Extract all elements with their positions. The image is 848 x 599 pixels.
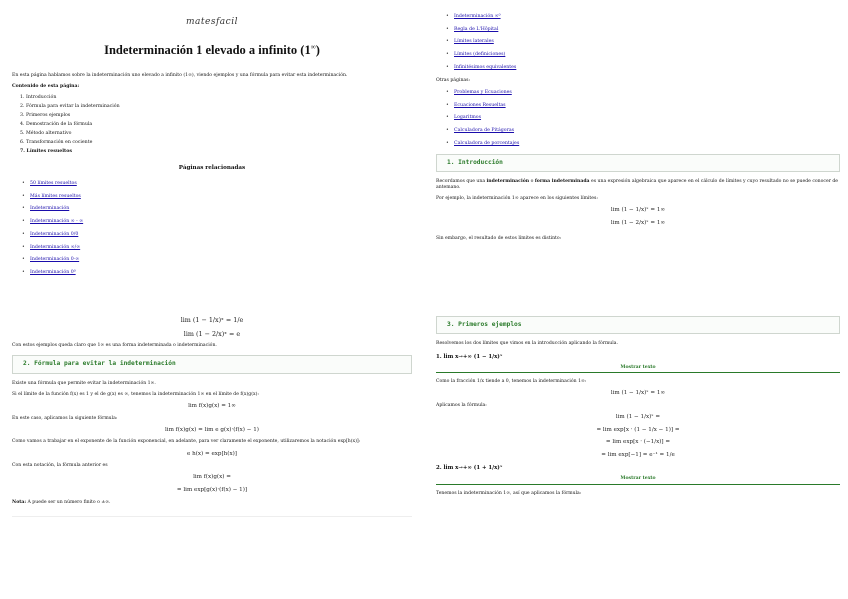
site-logo[interactable]: matesfacil bbox=[186, 17, 238, 27]
show-text-button[interactable]: Mostrar texto bbox=[436, 476, 840, 484]
section-formula-title: 2. Fórmula para evitar la indeterminación bbox=[12, 355, 412, 373]
related-link[interactable]: Indeterminación ∞ - ∞ bbox=[30, 219, 84, 225]
related-link[interactable]: Indeterminación ∞/∞ bbox=[30, 244, 81, 250]
formula: = lim exp[g(x)·(f(x) − 1)] bbox=[176, 486, 248, 493]
intro-text-2: Por ejemplo, la indeterminación 1∞ aparece en los siguientes límites: bbox=[436, 196, 598, 202]
related-link[interactable]: Límites laterales bbox=[454, 39, 494, 45]
show-text-button[interactable]: Mostrar texto bbox=[436, 365, 840, 373]
toc-item[interactable]: 1. Introducción bbox=[20, 95, 57, 101]
intro-paragraph: En esta página hablamos sobre la indeterminación uno elevado a infinito (1∞), viendo ejemplos y una fórmula para evitar esta indeterminación. bbox=[12, 73, 348, 79]
related-links-cont bbox=[450, 14, 840, 71]
related-link[interactable]: Más límites resueltos bbox=[30, 193, 81, 199]
toc-item[interactable]: 3. Primeros ejemplos bbox=[20, 113, 71, 119]
other-link[interactable]: Logaritmos bbox=[454, 115, 482, 121]
formula: = lim exp[x · (1 − 1/x − 1)] = bbox=[596, 426, 680, 433]
related-link[interactable]: Indeterminación ∞⁰ bbox=[454, 14, 501, 19]
formula: lim f(x)g(x) = 1∞ bbox=[188, 403, 236, 410]
other-links bbox=[450, 90, 840, 147]
toc-item[interactable]: 2. Fórmula para evitar la indeterminación bbox=[20, 104, 120, 110]
formula-text: Con esta notación, la fórmula anterior es bbox=[12, 463, 108, 469]
formula: = lim exp[x · (−1/x)] = bbox=[605, 439, 671, 446]
toc-item[interactable]: 4. Demostración de la fórmula bbox=[20, 122, 93, 128]
formula: lim (1 − 2/x)ˣ = 1∞ bbox=[610, 220, 666, 226]
formula-text: Como vamos a trabajar en el exponente de la función exponencial, en adelante, para ver claramente el exponente, utilizaremos la notación exp[h(x)]: bbox=[12, 439, 361, 445]
other-link[interactable]: Calculadora de Pitágoras bbox=[454, 128, 515, 134]
formula: lim (1 − 1/x)ˣ = bbox=[615, 413, 661, 420]
related-heading: Páginas relacionadas bbox=[178, 165, 246, 172]
formula: lim f(x)g(x) = bbox=[193, 474, 231, 481]
example-2: 2. lim x→+∞ (1 + 1/x)ˣ bbox=[436, 465, 503, 472]
page-bottom-right bbox=[436, 302, 840, 592]
page-title: Indeterminación 1 elevado a infinito (1∞) bbox=[104, 42, 320, 58]
formula-text: En este caso, aplicamos la siguiente fórmula: bbox=[12, 415, 118, 421]
examples-text: Tenemos la indeterminación 1∞, así que aplicamos la fórmula: bbox=[436, 490, 582, 496]
formula: lim (1 − 1/x)ˣ = 1∞ bbox=[610, 390, 666, 397]
toc-item[interactable]: 6. Transformación en cociente bbox=[20, 140, 93, 146]
note: Nota: A puede ser un número finito o ±∞. bbox=[12, 499, 111, 505]
other-link[interactable]: Calculadora de porcentajes bbox=[454, 140, 520, 146]
examples-text: Resolvemos los dos límites que vimos en la introducción aplicando la fórmula. bbox=[436, 341, 618, 347]
section-intro-title: 1. Introducción bbox=[436, 154, 840, 172]
related-link[interactable]: Indeterminación 0·∞ bbox=[30, 257, 80, 263]
intro-text: Recordamos que una indeterminación o forma indeterminada es una expresión algebraica que aparece en el cálculo de límites y cuyo resultado no se puede conocer de antemano. bbox=[436, 178, 839, 191]
formula: lim f(x)g(x) = lim e g(x)·(f(x) − 1) bbox=[165, 426, 259, 433]
related-link[interactable]: 50 límites resueltos bbox=[30, 180, 77, 186]
example-1: 1. lim x→+∞ (1 − 1/x)ˣ bbox=[436, 353, 503, 360]
formula: lim (1 − 2/x)ˣ = e bbox=[183, 329, 241, 338]
examples-text: Aplicamos la fórmula: bbox=[436, 402, 487, 408]
other-pages-heading: Otras páginas: bbox=[436, 77, 471, 83]
formula: = lim exp[−1] = e⁻¹ = 1/e bbox=[601, 451, 675, 458]
examples-text: Como la fracción 1/x tiende a 0, tenemos la indeterminación 1∞: bbox=[436, 379, 587, 385]
related-link[interactable]: Regla de L'Hôpital bbox=[454, 26, 499, 32]
other-link[interactable]: Ecuaciones Resueltas bbox=[454, 102, 506, 108]
page-top-right bbox=[436, 8, 840, 298]
related-link[interactable]: Indeterminación 0/0 bbox=[30, 231, 79, 237]
table-of-contents bbox=[20, 95, 412, 155]
formula-text: Si el límite de la función f(x) es 1 y el de g(x) es ∞, tenemos la indeterminación 1∞ en el límite de f(x)g(x): bbox=[12, 392, 259, 398]
conclusion-text: Con estos ejemplos queda claro que 1∞ es una forma indeterminada o indeterminación. bbox=[12, 343, 217, 349]
page-top-left bbox=[12, 8, 412, 298]
section-examples-title: 3. Primeros ejemplos bbox=[436, 316, 840, 334]
related-link[interactable]: Indeterminación bbox=[30, 206, 70, 212]
related-link[interactable]: Límites (definiciones) bbox=[454, 52, 506, 58]
formula: lim (1 − 1/x)ˣ = 1/e bbox=[180, 316, 244, 324]
formula: e h(x) = exp[h(x)] bbox=[187, 450, 237, 457]
divider bbox=[12, 516, 412, 517]
related-links bbox=[26, 181, 412, 276]
other-link[interactable]: Problemas y Ecuaciones bbox=[454, 89, 512, 95]
toc-item[interactable]: 5. Método alternativo bbox=[20, 131, 72, 137]
related-link[interactable]: Infinitésimos equivalentes bbox=[454, 64, 517, 70]
related-link[interactable]: Indeterminación 0⁰ bbox=[30, 270, 76, 276]
page-bottom-left bbox=[12, 302, 412, 592]
toc-item[interactable]: 7. Límites resueltos bbox=[20, 149, 72, 155]
intro-text-3: Sin embargo, el resultado de estos límites es distinto: bbox=[436, 235, 562, 241]
formula-text: Existe una fórmula que permite evitar la indeterminación 1∞. bbox=[12, 380, 156, 386]
formula: lim (1 − 1/x)ˣ = 1∞ bbox=[610, 207, 666, 214]
toc-heading: Contenido de esta página: bbox=[12, 84, 80, 90]
